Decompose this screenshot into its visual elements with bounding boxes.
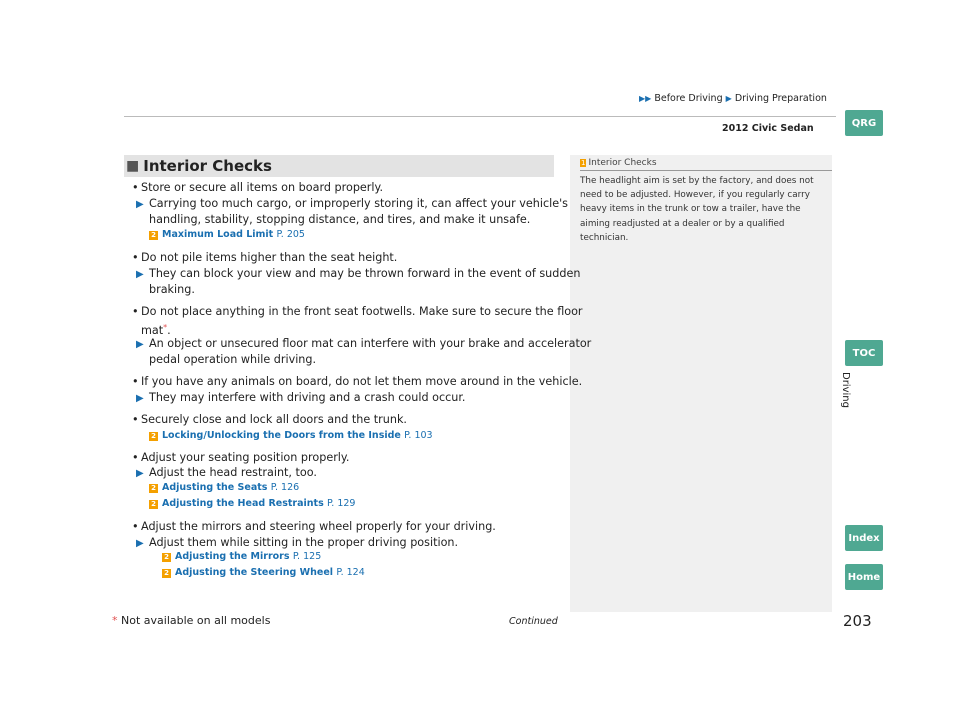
breadcrumb	[639, 93, 827, 104]
xref-page[interactable]: P. 125	[292, 551, 322, 562]
breadcrumb-arrow-icon: ▶	[725, 94, 732, 103]
xref-link[interactable]	[149, 229, 305, 240]
note-line: need to be adjusted. However, if you regularly carry	[580, 190, 810, 201]
breadcrumb-item[interactable]: Before Driving	[654, 93, 723, 104]
sub-line: They can block your view and may be thrown forward in the event of sudden	[149, 267, 581, 280]
note-line: aiming readjusted at a dealer or by a qualified	[580, 218, 785, 229]
sub-line: An object or unsecured floor mat can interfere with your brake and accelerator	[149, 337, 592, 350]
xref-label[interactable]: Adjusting the Seats	[162, 482, 268, 493]
link-icon: 2	[149, 500, 158, 509]
note-body	[580, 174, 825, 245]
continued-label: Continued	[509, 616, 558, 627]
arrow-icon: ▶	[136, 393, 144, 404]
sub-line: pedal operation while driving.	[149, 353, 317, 366]
breadcrumb-arrow-icon: ▶▶	[639, 94, 652, 103]
arrow-icon: ▶	[136, 339, 144, 350]
xref-link[interactable]	[149, 482, 299, 493]
page-number: 203	[843, 612, 872, 630]
sub-item	[136, 465, 317, 481]
sub-item	[136, 266, 581, 298]
bullet-item: • Adjust the mirrors and steering wheel properly for your driving.	[141, 519, 496, 535]
xref-link[interactable]	[162, 567, 365, 578]
xref-page[interactable]: P. 103	[404, 430, 433, 441]
sub-line: Adjust the head restraint, too.	[149, 466, 317, 479]
xref-link[interactable]	[162, 551, 321, 562]
note-line: heavy items in the trunk or tow a trailer, have the	[580, 204, 801, 215]
asterisk-mark: *	[163, 323, 168, 332]
bullet-item: • Store or secure all items on board properly.	[141, 180, 383, 196]
xref-label[interactable]: Maximum Load Limit	[162, 229, 274, 240]
bullet-item: • Do not place anything in the front seat footwells. Make sure to secure the floor	[141, 304, 583, 320]
arrow-icon: ▶	[136, 468, 144, 479]
arrow-icon: ▶	[136, 269, 144, 280]
xref-label[interactable]: Adjusting the Steering Wheel	[175, 567, 334, 578]
tab-toc[interactable]: TOC	[845, 340, 883, 366]
link-icon: 2	[149, 484, 158, 493]
bullet-item: • If you have any animals on board, do not let them move around in the vehicle.	[141, 374, 582, 390]
section-header	[124, 155, 554, 177]
note-heading-text: Interior Checks	[588, 158, 657, 168]
xref-page[interactable]: P. 205	[276, 229, 305, 240]
xref-label[interactable]: Locking/Unlocking the Doors from the Inside	[162, 430, 401, 441]
sub-line: braking.	[149, 283, 195, 296]
xref-label[interactable]: Adjusting the Mirrors	[175, 551, 290, 562]
header-divider	[124, 116, 836, 117]
sub-line: Adjust them while sitting in the proper driving position.	[149, 536, 459, 549]
asterisk-mark: *	[112, 614, 118, 627]
arrow-icon: ▶	[136, 538, 144, 549]
tab-qrg[interactable]: QRG	[845, 110, 883, 136]
bullet-item: • Adjust your seating position properly.	[141, 450, 350, 466]
xref-page[interactable]: P. 129	[327, 498, 356, 509]
sub-line: handling, stability, stopping distance, and tires, and make it unsafe.	[149, 213, 531, 226]
tab-home[interactable]: Home	[845, 564, 883, 590]
bullet-continuation: mat*.	[141, 323, 171, 337]
section-title: Interior Checks	[143, 157, 272, 175]
sub-item	[136, 390, 466, 406]
sub-line: They may interfere with driving and a crash could occur.	[149, 391, 466, 404]
note-line: technician.	[580, 232, 629, 243]
xref-page[interactable]: P. 124	[336, 567, 365, 578]
note-heading	[580, 158, 832, 171]
section-marker-icon: ■	[126, 158, 140, 174]
footnote-text: Not available on all models	[121, 614, 271, 627]
chapter-label: Driving	[840, 372, 851, 408]
model-name: 2012 Civic Sedan	[722, 123, 814, 134]
xref-label[interactable]: Adjusting the Head Restraints	[162, 498, 324, 509]
sub-item	[136, 535, 459, 551]
sub-item	[136, 196, 568, 228]
arrow-icon: ▶	[136, 199, 144, 210]
xref-link[interactable]	[149, 498, 355, 509]
note-line: The headlight aim is set by the factory, and does not	[580, 176, 814, 186]
footnote	[112, 614, 270, 627]
bullet-item: • Do not pile items higher than the seat height.	[141, 250, 397, 266]
bullet-item: • Securely close and lock all doors and the trunk.	[141, 412, 407, 428]
link-icon: 2	[149, 432, 158, 441]
xref-page[interactable]: P. 126	[270, 482, 300, 493]
sub-line: Carrying too much cargo, or improperly storing it, can affect your vehicle's	[149, 197, 568, 210]
link-icon: 2	[149, 231, 158, 240]
sub-item	[136, 336, 592, 368]
note-number-icon: 1	[581, 159, 586, 167]
breadcrumb-item[interactable]: Driving Preparation	[734, 93, 827, 104]
link-icon: 2	[162, 553, 171, 562]
xref-link[interactable]	[149, 430, 433, 441]
bullet-text: mat	[141, 324, 164, 337]
tab-index[interactable]: Index	[845, 525, 883, 551]
link-icon: 2	[162, 569, 171, 578]
